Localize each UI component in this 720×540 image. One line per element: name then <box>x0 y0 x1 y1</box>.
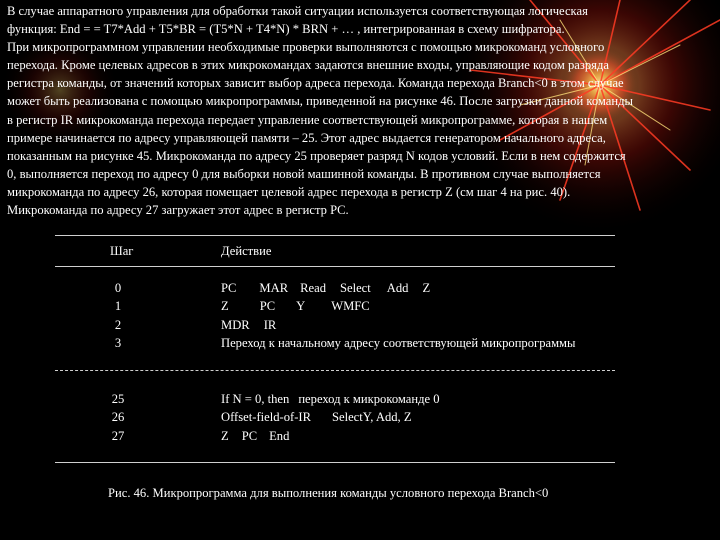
body-paragraph <box>7 2 715 219</box>
table-bottom-rule <box>55 462 615 463</box>
action-token: Z <box>221 299 229 313</box>
action-token: PC <box>241 429 258 443</box>
action-token: Переход к начальному адресу соответствующей микропрограммы <box>221 336 576 350</box>
paragraph-line: В случае аппаратного управления для обработки такой ситуации используется соответствующая логическая <box>7 4 588 18</box>
action-token: переход к микрокоманде 0 <box>298 392 440 406</box>
paragraph-line: 0, выполняется переход по адресу 0 для выборки новой машинной команды. В противном случае выполняется <box>7 166 601 181</box>
step-number: 26 <box>111 410 125 424</box>
action-token: PC <box>259 299 276 313</box>
header-action: Действие <box>221 244 272 258</box>
action-token: IR <box>263 318 277 332</box>
paragraph-line: При микропрограммном управлении необходимые проверки выполняются с помощью микрокоманд условного <box>7 40 605 55</box>
paragraph-line: регистра команды, от значений которых зависит выбор адреса перехода. Команда перехода Branch<0 в этом случае <box>7 76 624 91</box>
action-token: Z <box>221 429 229 443</box>
action-row <box>221 336 575 351</box>
action-token: MAR <box>259 281 289 295</box>
figure-caption: Рис. 46. Микропрограмма для выполнения команды условного перехода Branch<0 <box>108 486 549 500</box>
action-token: PC <box>221 281 237 295</box>
action-token: If N = 0, then <box>221 392 290 406</box>
action-token: Read <box>300 281 326 295</box>
action-token: Offset-field-of-IR <box>221 410 311 424</box>
action-token: Y <box>296 299 306 313</box>
step-number: 27 <box>111 429 125 443</box>
action-row <box>221 299 370 314</box>
action-token: End <box>269 429 290 443</box>
action-row <box>221 318 276 333</box>
header-step: Шаг <box>110 244 134 258</box>
paragraph-line: показанным на рисунке 45. Микрокоманда по адресу 25 проверяет разряд N кодов условий. Если в нем содержится <box>7 148 626 163</box>
action-row <box>221 281 430 296</box>
action-token: WMFC <box>331 299 370 313</box>
action-row <box>221 392 440 407</box>
paragraph-line: Микрокоманда по адресу 27 загружает этот адрес в регистр PC. <box>7 203 349 218</box>
paragraph-line: функция: End = = T7*Add + T5*BR = (T5*N + T4*N) * BRN + … , интегрированная в схему шифратора. <box>7 22 565 37</box>
action-token: Add <box>386 281 409 295</box>
action-token: MDR <box>221 318 250 332</box>
step-number: 3 <box>114 336 122 350</box>
paragraph-line: примере начинается по адресу управляющей памяти – 25. Этот адрес выдается генератором начального адреса, <box>7 130 606 145</box>
step-number: 0 <box>114 281 122 295</box>
action-token: Z <box>422 281 431 295</box>
action-row <box>221 410 412 425</box>
table-dashed-rule <box>55 370 615 371</box>
step-number: 2 <box>114 318 122 332</box>
action-token: SelectY, Add, Z <box>332 410 412 424</box>
action-token: Select <box>340 281 371 295</box>
table-header-rule <box>55 266 615 267</box>
action-row <box>221 429 289 444</box>
paragraph-line: может быть реализована с помощью микропрограммы, приведенной на рисунке 46. После загрузки данной команды <box>7 94 633 109</box>
paragraph-line: в регистр IR микрокоманда перехода передает управление соответствующей микропрограмме, которая в нашем <box>7 112 608 127</box>
table-top-rule <box>55 235 615 236</box>
step-number: 1 <box>114 299 122 313</box>
step-number: 25 <box>111 392 125 406</box>
paragraph-line: перехода. Кроме целевых адресов в этих микрокомандах задаются внешние входы, управляющие кодом разряда <box>7 58 609 73</box>
paragraph-line: микрокоманда по адресу 26, которая помещает целевой адрес перехода в регистр Z (см шаг 4 на рис. 40). <box>7 184 571 199</box>
